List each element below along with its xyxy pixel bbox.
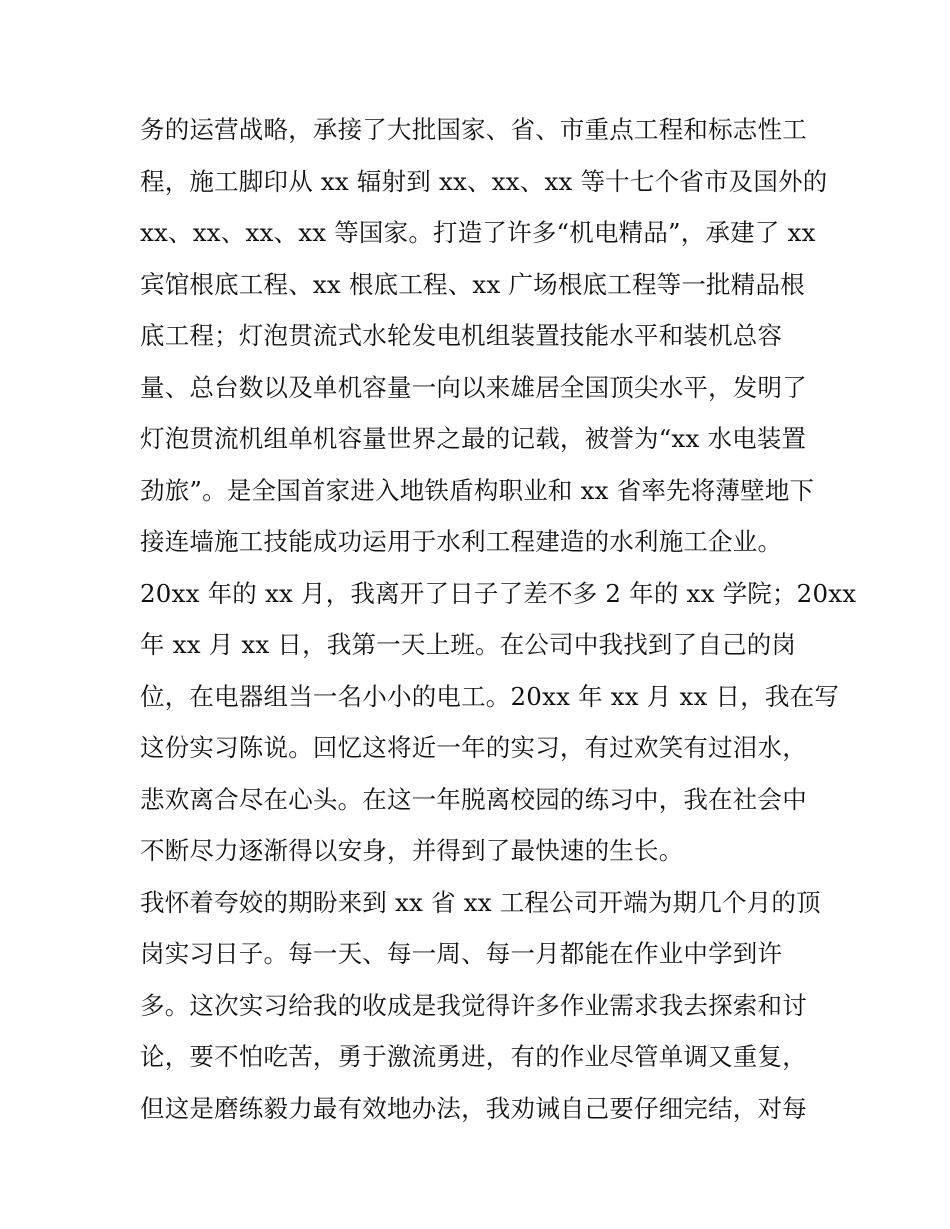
body-text (140, 104, 857, 1134)
text-line: 这份实习陈说。回忆这将近一年的实习，有过欢笑有过泪水， (140, 733, 807, 762)
text-line: 但这是磨练毅力最有效地办法，我劝诫自己要仔细完结，对每 (140, 1093, 807, 1123)
text-line: 20xx 年的 xx 月，我离开了日子了差不多 2 年的 xx 学院；20xx (140, 578, 857, 608)
text-line: 务的运营战略，承接了大批国家、省、市重点工程和标志性工 (140, 115, 807, 144)
text-line: 宾馆根底工程、xx 根底工程、xx 广场根底工程等一批精品根 (140, 269, 805, 299)
text-line: 底工程；灯泡贯流式水轮发电机组装置技能水平和装机总容 (140, 321, 783, 350)
text-line: 接连墙施工技能成功运用于水利工程建造的水利施工企业。 (140, 527, 783, 556)
text-line: 位，在电器组当一名小小的电工。20xx 年 xx 月 xx 日，我在写 (140, 681, 840, 711)
text-line: 不断尽力逐渐得以安身，并得到了最快速的生长。 (140, 836, 684, 865)
text-line: 程，施工脚印从 xx 辐射到 xx、xx、xx 等十七个省市及国外的 (140, 166, 828, 196)
text-line: 多。这次实习给我的收成是我觉得许多作业需求我去探索和讨 (140, 990, 807, 1020)
text-line: 我怀着夸姣的期盼来到 xx 省 xx 工程公司开端为期几个月的顶 (140, 887, 821, 917)
text-line: 年 xx 月 xx 日，我第一天上班。在公司中我找到了自己的岗 (140, 630, 797, 659)
text-line: xx、xx、xx、xx 等国家。打造了许多“机电精品”，承建了 xx (140, 218, 816, 247)
text-line: 劲旅”。是全国首家进入地铁盾构职业和 xx 省率先将薄壁地下 (140, 475, 815, 505)
text-line: 岗实习日子。每一天、每一周、每一月都能在作业中学到许 (140, 939, 783, 968)
text-line: 量、总台数以及单机容量一向以来雄居全国顶尖水平，发明了 (140, 372, 807, 402)
text-line: 论，要不怕吃苦，勇于激流勇进，有的作业尽管单调又重复， (140, 1042, 807, 1071)
text-line: 灯泡贯流机组单机容量世界之最的记载，被誉为“xx 水电装置 (140, 424, 807, 453)
text-line: 悲欢离合尽在心头。在这一年脱离校园的练习中，我在社会中 (140, 784, 807, 814)
